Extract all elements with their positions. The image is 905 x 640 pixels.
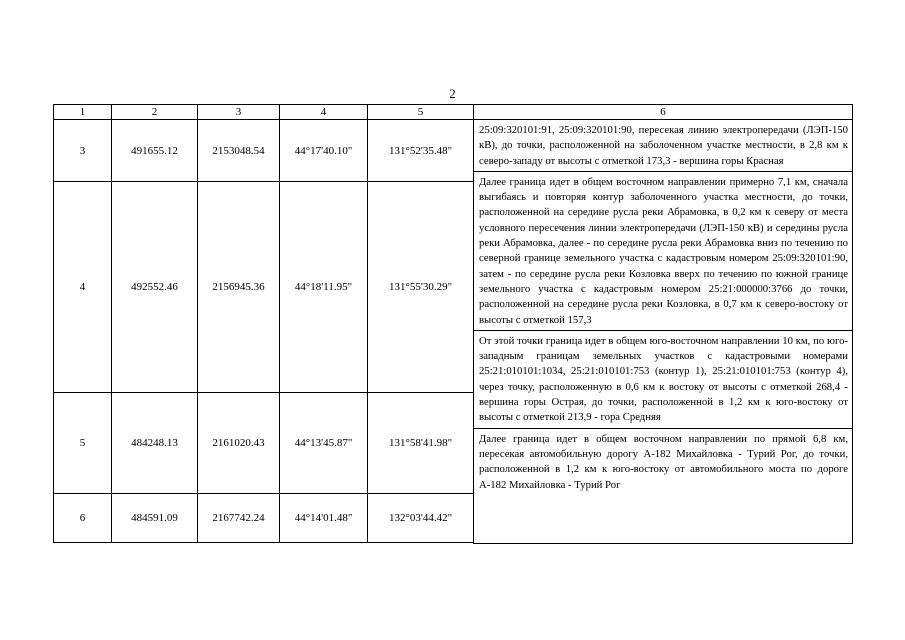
longitude-cell: 131°58'41.98" <box>368 393 474 494</box>
y-coordinate-cell: 2161020.43 <box>198 393 280 494</box>
longitude-cell: 131°52'35.48" <box>368 120 474 182</box>
boundary-description: Далее граница идет в общем восточном направлении по прямой 6,8 км, пересекая автомобильную дорогу А-182 Михайловка - Турий Рог, до точки, расположенной в 1,2 км к юго-востоку от автомобильного моста по дороге А-182 Михайловка - Турий Рог <box>474 428 852 495</box>
boundary-description: 25:09:320101:91, 25:09:320101:90, пересекая линию электропередачи (ЛЭП-150 кВ), до точки, расположенной на заболоченном участке местности, в 2,8 км к северо-западу от высоты с отметкой 173,3 - вершина горы Красная <box>479 124 848 167</box>
column-number-row <box>54 105 853 120</box>
point-number-cell: 4 <box>54 182 112 393</box>
x-coordinate-cell: 484591.09 <box>112 494 198 543</box>
longitude-cell: 132°03'44.42" <box>368 494 474 543</box>
column-header: 6 <box>474 105 853 120</box>
latitude-cell: 44°13'45.87" <box>280 393 368 494</box>
longitude-cell: 131°55'30.29" <box>368 182 474 393</box>
boundary-description: Далее граница идет в общем восточном направлении примерно 7,1 км, сначала выгибаясь и повторяя контур заболоченного участка местности, до точки, расположенной на середине русла реки Абрамовка, в 0,2 км к северу от места условного пересечения линии электропередачи (ЛЭП-150 кВ) и середины русла реки Абрамовка, далее - по середине русла реки Абрамовка вниз по течению по северной границе земельного участка с кадастровым номером 25:09:320101:90, затем - по середине русла реки Козловка вверх по течению по южной границе земельного участка с кадастровым номером 25:21:000000:3766 до точки, расположенной на середине русла реки Козловка, в 0,7 км к северо-востоку от высоты с отметкой 157,3 <box>474 171 852 330</box>
boundary-points-table <box>53 104 853 544</box>
y-coordinate-cell: 2153048.54 <box>198 120 280 182</box>
spacer-cell <box>54 543 474 544</box>
latitude-cell: 44°18'11.95" <box>280 182 368 393</box>
x-coordinate-cell: 484248.13 <box>112 393 198 494</box>
column-header: 5 <box>368 105 474 120</box>
y-coordinate-cell: 2156945.36 <box>198 182 280 393</box>
column-header: 4 <box>280 105 368 120</box>
point-number-cell: 6 <box>54 494 112 543</box>
latitude-cell: 44°14'01.48" <box>280 494 368 543</box>
boundary-description: От этой точки граница идет в общем юго-восточном направлении 10 км, по юго-западным границам земельных участков с кадастровыми номерами 25:21:010101:1034, 25:21:010101:753 (контур 1), 25:21:010101:753 (контур 4), через точку, расположенную в 0,6 км к востоку от высоты с отметкой 268,4 - вершина горы Острая, до точки, расположенной в 1,2 км к юго-востоку от высоты с отметкой 213,9 - гора Средняя <box>474 330 852 428</box>
table-row <box>54 120 853 182</box>
point-number-cell: 5 <box>54 393 112 494</box>
latitude-cell: 44°17'40.10" <box>280 120 368 182</box>
x-coordinate-cell: 491655.12 <box>112 120 198 182</box>
y-coordinate-cell: 2167742.24 <box>198 494 280 543</box>
column-header: 3 <box>198 105 280 120</box>
point-number-cell: 3 <box>54 120 112 182</box>
page-number: 2 <box>449 86 456 101</box>
boundary-description-cell <box>474 120 853 544</box>
x-coordinate-cell: 492552.46 <box>112 182 198 393</box>
column-header: 1 <box>54 105 112 120</box>
column-header: 2 <box>112 105 198 120</box>
